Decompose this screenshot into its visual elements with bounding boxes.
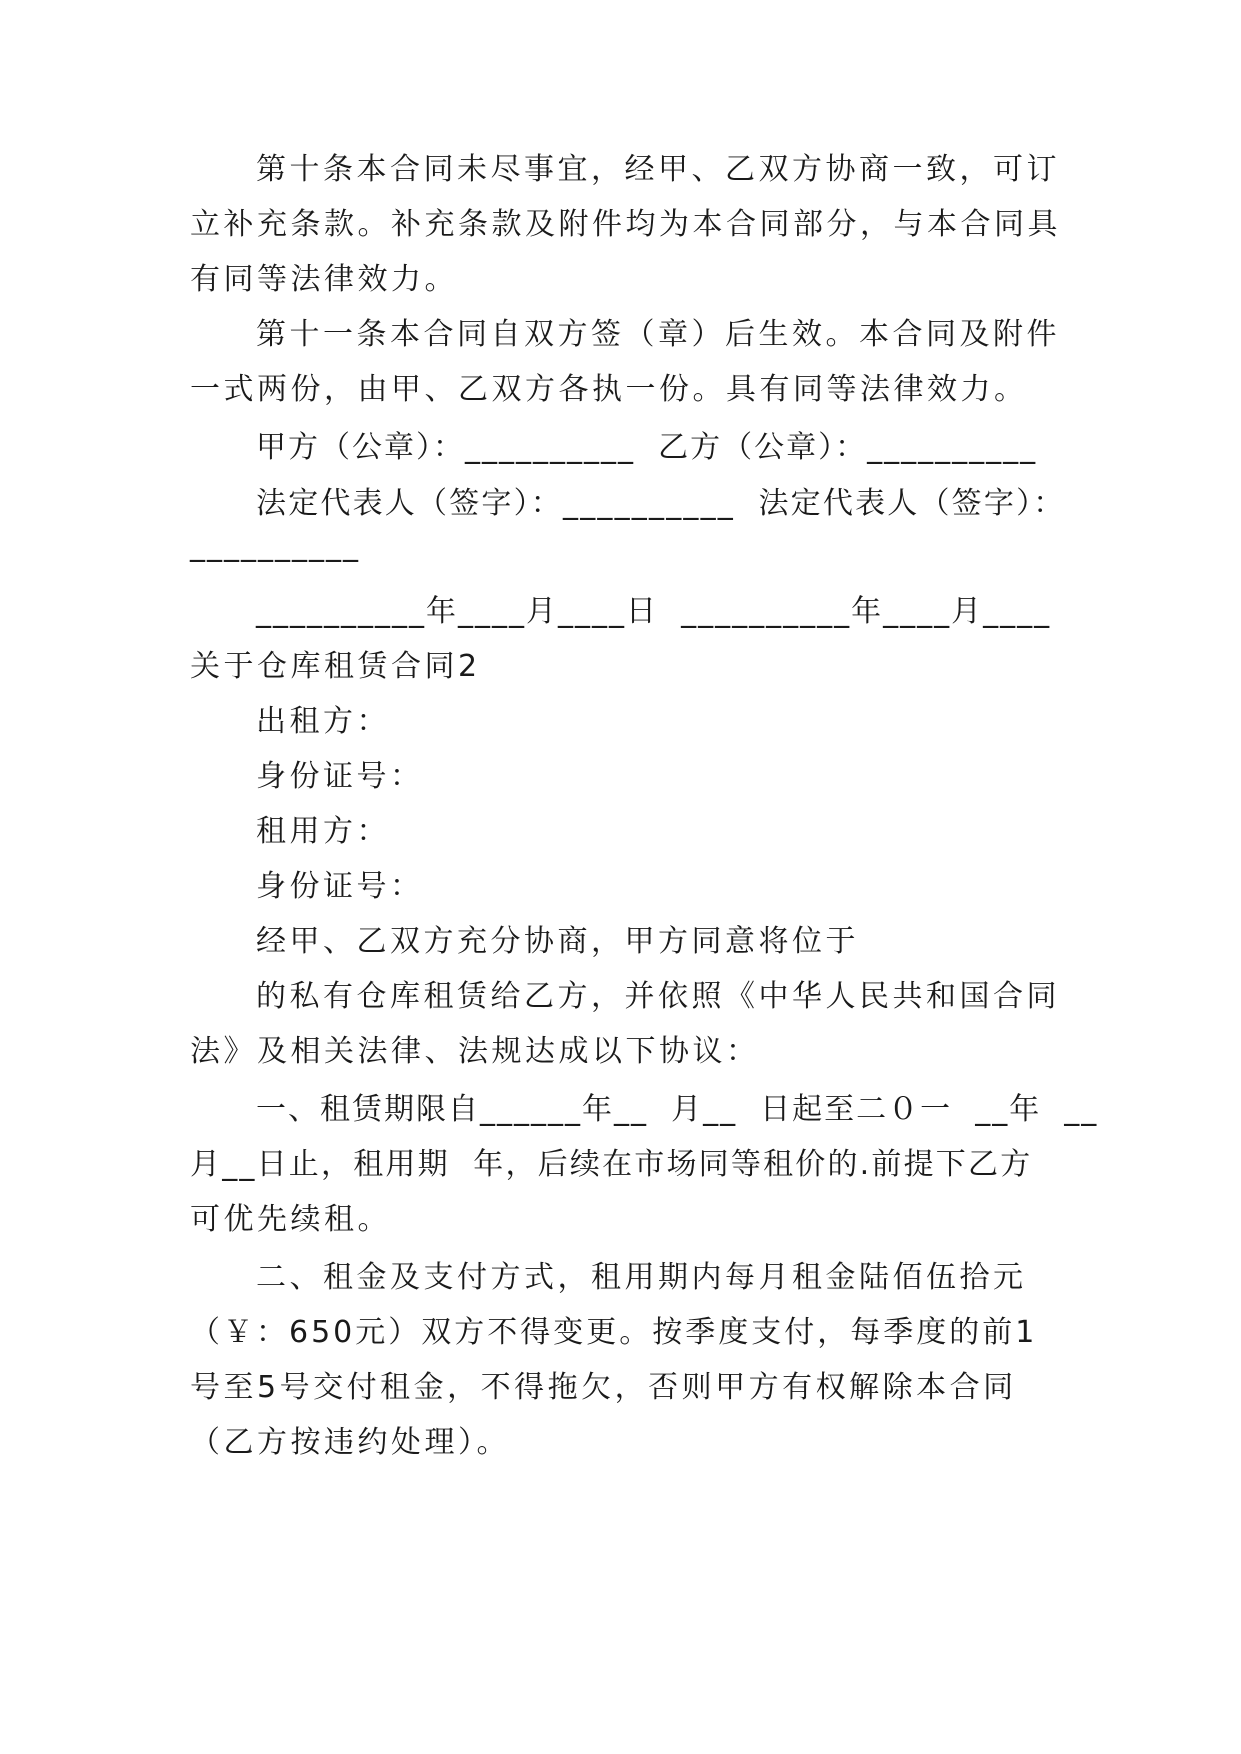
text-line: 的私有仓库租赁给乙方，并依照《中华人民共和国合同 — [256, 979, 1060, 1014]
text-line: 可优先续租。 — [190, 1202, 391, 1237]
field-lessor: 出租方： — [256, 704, 390, 739]
text-line: 经甲、乙双方充分协商，甲方同意将位于 — [256, 924, 859, 959]
text-line: 有同等法律效力。 — [190, 262, 458, 297]
text-line: （乙方按违约处理）。 — [190, 1425, 510, 1460]
text-line: 一式两份，由甲、乙双方各执一份。具有同等法律效力。 — [190, 372, 1028, 407]
clause-rent: 二、租金及支付方式，租用期内每月租金陆佰伍拾元 — [256, 1260, 1027, 1295]
text-line: 第十条本合同未尽事宜，经甲、乙双方协商一致，可订 — [256, 152, 1060, 187]
signature-line-seal: 甲方（公章）：__________ 乙方（公章）：__________ — [256, 430, 1038, 465]
contract-title: 关于仓库租赁合同2 — [190, 649, 481, 684]
field-lessee-id: 身份证号： — [256, 869, 424, 904]
field-lessee: 租用方： — [256, 814, 390, 849]
text-line: （￥：650元）双方不得变更。按季度支付，每季度的前1 — [190, 1315, 1038, 1350]
clause-lease-term: 一、租赁期限自______年__ 月__ 日起至二０一 __年 __ — [256, 1092, 1099, 1127]
field-lessor-id: 身份证号： — [256, 759, 424, 794]
text-line: 法》及相关法律、法规达成以下协议： — [190, 1034, 760, 1069]
signature-line-representative: 法定代表人（签字）：__________ 法定代表人（签字）： — [256, 486, 1066, 521]
text-line: 第十一条本合同自双方签（章）后生效。本合同及附件 — [256, 317, 1060, 352]
text-line: 立补充条款。补充条款及附件均为本合同部分，与本合同具 — [190, 207, 1061, 242]
signature-blank: __________ — [190, 528, 360, 563]
text-line: 号至5号交付租金，不得拖欠，否则甲方有权解除本合同 — [190, 1370, 1017, 1405]
text-line: 月__日止，租用期 年，后续在市场同等租价的.前提下乙方 — [190, 1147, 1033, 1182]
date-line: __________年____月____日 __________年____月____ — [256, 594, 1052, 629]
